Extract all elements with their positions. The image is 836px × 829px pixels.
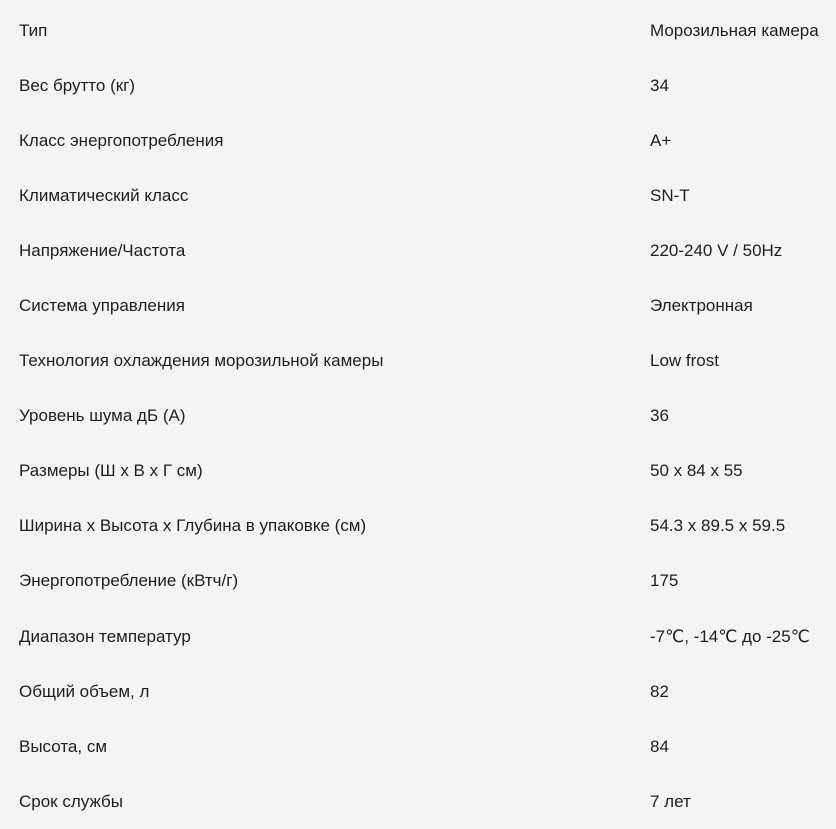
spec-value: Электронная — [650, 296, 753, 315]
spec-value: 84 — [650, 737, 669, 756]
spec-row-height — [0, 719, 836, 774]
spec-row-energy-consumption — [0, 553, 836, 608]
spec-value: Low frost — [650, 351, 719, 370]
spec-value: 175 — [650, 571, 679, 590]
spec-row-climate-class — [0, 168, 836, 223]
spec-label: Ширина х Высота х Глубина в упаковке (см) — [19, 516, 367, 535]
spec-label: Общий объем, л — [19, 682, 150, 701]
spec-row-service-life — [0, 774, 836, 829]
spec-label: Диапазон температур — [19, 627, 191, 646]
spec-value: 50 х 84 х 55 — [650, 461, 743, 480]
spec-value: A+ — [650, 131, 672, 150]
spec-value: 36 — [650, 406, 669, 425]
spec-label: Напряжение/Частота — [19, 241, 186, 260]
spec-label: Система управления — [19, 296, 185, 315]
spec-value: 7 лет — [650, 792, 691, 811]
spec-value: -7℃, -14℃ до -25℃ — [650, 627, 810, 646]
spec-label: Технология охлаждения морозильной камеры — [19, 351, 384, 370]
spec-label: Класс энергопотребления — [19, 131, 224, 150]
spec-row-total-volume — [0, 664, 836, 719]
spec-row-temperature-range — [0, 609, 836, 664]
spec-row-type — [0, 3, 836, 58]
spec-label: Уровень шума дБ (А) — [19, 406, 186, 425]
spec-label: Размеры (Ш х В х Г см) — [19, 461, 203, 480]
spec-row-package-dimensions — [0, 498, 836, 553]
spec-value: 54.3 x 89.5 x 59.5 — [650, 516, 786, 535]
spec-label: Тип — [19, 21, 48, 40]
spec-value: SN-T — [650, 186, 690, 205]
spec-value: 220-240 V / 50Hz — [650, 241, 783, 260]
spec-row-energy-class — [0, 113, 836, 168]
spec-row-voltage — [0, 223, 836, 278]
spec-label: Энергопотребление (кВтч/г) — [19, 571, 239, 590]
spec-row-dimensions — [0, 443, 836, 498]
spec-value: 34 — [650, 76, 669, 95]
spec-label: Высота, см — [19, 737, 108, 756]
spec-row-control-system — [0, 278, 836, 333]
spec-row-cooling-technology — [0, 333, 836, 388]
spec-row-noise-level — [0, 388, 836, 443]
spec-value: 82 — [650, 682, 669, 701]
spec-label: Вес брутто (кг) — [19, 76, 136, 95]
spec-label: Срок службы — [19, 792, 123, 811]
spec-value: Морозильная камера — [650, 21, 819, 40]
spec-row-gross-weight — [0, 58, 836, 113]
spec-label: Климатический класс — [19, 186, 189, 205]
